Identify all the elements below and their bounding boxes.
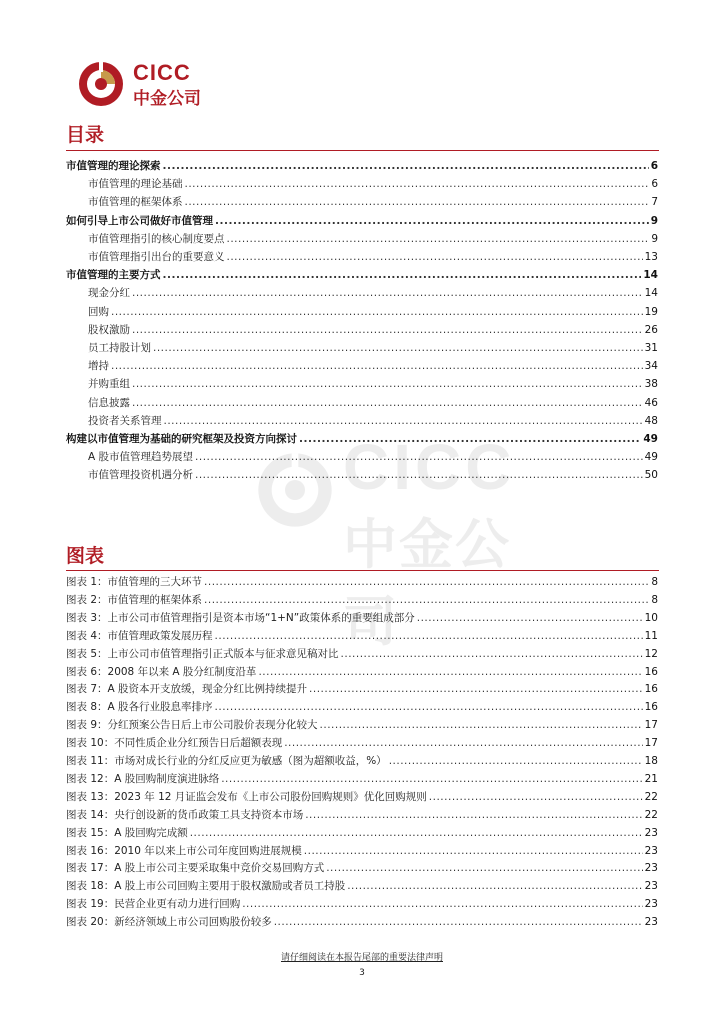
entry-label: 增持 <box>88 360 109 373</box>
toc-section-entry[interactable] <box>66 322 658 338</box>
figure-entry[interactable] <box>66 789 658 805</box>
figure-entry[interactable] <box>66 664 658 680</box>
entry-label: 市值管理的理论基础 <box>88 178 183 191</box>
entry-label: 投资者关系管理 <box>88 414 162 427</box>
entry-page-number: 23 <box>644 916 658 929</box>
figure-entry[interactable] <box>66 896 658 912</box>
cicc-logo-mark-icon <box>77 60 125 108</box>
entry-label: 市值管理的主要方式 <box>66 269 161 282</box>
figure-entry[interactable] <box>66 878 658 894</box>
watermark-text-en: CICC <box>343 431 516 503</box>
entry-label: 回购 <box>88 305 109 318</box>
dot-leader <box>163 267 642 283</box>
dot-leader <box>309 681 643 697</box>
entry-page-number: 9 <box>651 232 658 245</box>
entry-label: 员工持股计划 <box>88 342 151 354</box>
figure-entry[interactable] <box>66 699 658 715</box>
figure-entry[interactable] <box>66 825 658 841</box>
entry-page-number: 49 <box>644 451 658 464</box>
entry-label: 图表 12：A 股回购制度演进脉络 <box>66 772 220 785</box>
entry-label: 图表 6：2008 年以来 A 股分红制度沿革 <box>66 665 257 678</box>
entry-page-number: 11 <box>644 629 658 642</box>
dot-leader <box>111 358 643 374</box>
dot-leader <box>304 843 643 859</box>
toc-section-entry[interactable] <box>66 395 658 411</box>
entry-page-number: 18 <box>644 755 658 767</box>
entry-page-number: 23 <box>644 898 658 911</box>
toc-section-entry[interactable] <box>66 358 658 374</box>
entry-page-number: 16 <box>644 665 658 678</box>
dot-leader <box>258 664 642 680</box>
entry-page-number: 22 <box>644 790 658 803</box>
figures-title: 图表 <box>66 545 105 567</box>
dot-leader <box>164 413 643 429</box>
entry-label: 图表 7：A 股资本开支放缓，现金分红比例持续提升 <box>66 683 308 696</box>
figure-entry[interactable] <box>66 771 658 787</box>
dot-leader <box>204 592 649 608</box>
toc-section-entry[interactable] <box>66 413 658 429</box>
entry-page-number: 6 <box>650 160 658 172</box>
toc-title: 目录 <box>66 124 105 146</box>
entry-label: 构建以市值管理为基础的研究框架及投资方向探讨 <box>66 433 297 445</box>
entry-page-number: 31 <box>644 342 658 354</box>
page-number: 3 <box>359 968 365 978</box>
dot-leader <box>242 896 642 912</box>
entry-label: 图表 1：市值管理的三大环节 <box>66 576 203 588</box>
entry-page-number: 23 <box>644 880 658 893</box>
figures-title-rule <box>66 570 659 571</box>
entry-label: 图表 11：市场对成长行业的分红反应更为敏感（图为超额收益，%） <box>66 755 387 767</box>
entry-page-number: 6 <box>651 178 658 191</box>
entry-page-number: 17 <box>644 737 658 750</box>
dot-leader <box>389 753 643 769</box>
dot-leader <box>347 878 642 894</box>
toc-chapter-entry[interactable] <box>66 213 658 229</box>
entry-page-number: 8 <box>651 593 658 606</box>
entry-page-number: 10 <box>644 611 658 624</box>
toc-section-entry[interactable] <box>66 285 658 301</box>
dot-leader <box>163 158 649 174</box>
toc-section-entry[interactable] <box>66 467 658 483</box>
figure-entry[interactable] <box>66 914 658 930</box>
entry-page-number: 12 <box>644 647 658 660</box>
toc-section-entry[interactable] <box>66 449 658 465</box>
dot-leader <box>320 717 643 733</box>
logo-text-cn: 中金公司 <box>133 89 201 109</box>
entry-label: 市值管理投资机遇分析 <box>88 469 193 482</box>
entry-label: 图表 9：分红预案公告日后上市公司股价表现分化较大 <box>66 719 318 732</box>
dot-leader <box>132 395 643 411</box>
entry-label: 图表 8：A 股各行业股息率排序 <box>66 701 213 714</box>
dot-leader <box>221 771 642 787</box>
figure-entry[interactable] <box>66 681 658 697</box>
dot-leader <box>111 304 643 320</box>
figure-entry[interactable] <box>66 628 658 644</box>
dot-leader <box>215 699 643 715</box>
entry-label: 图表 5：上市公司市值管理指引正式版本与征求意见稿对比 <box>66 647 339 660</box>
entry-page-number: 9 <box>650 214 658 227</box>
entry-label: 图表 20：新经济领域上市公司回购股份较多 <box>66 916 272 929</box>
entry-page-number: 22 <box>644 808 658 821</box>
dot-leader <box>185 194 650 210</box>
entry-label: A 股市值管理趋势展望 <box>88 451 194 464</box>
toc-chapter-entry[interactable] <box>66 431 658 447</box>
logo-text-en: CICC <box>133 60 191 85</box>
entry-label: 图表 15：A 股回购完成额 <box>66 826 188 839</box>
toc-section-entry[interactable] <box>66 194 658 210</box>
entry-page-number: 16 <box>644 683 658 696</box>
entry-label: 市值管理的框架体系 <box>88 196 183 209</box>
entry-page-number: 21 <box>644 772 658 785</box>
entry-label: 现金分红 <box>88 287 130 300</box>
entry-label: 市值管理的理论探索 <box>66 160 161 172</box>
entry-label: 图表 3：上市公司市值管理指引是资本市场“1+N”政策体系的重要组成部分 <box>66 611 415 624</box>
entry-label: 信息披露 <box>88 396 130 409</box>
toc-chapter-entry[interactable] <box>66 267 658 283</box>
entry-page-number: 23 <box>644 862 658 875</box>
entry-page-number: 46 <box>644 396 658 409</box>
dot-leader <box>227 249 643 265</box>
entry-label: 市值管理指引的核心制度要点 <box>88 232 225 245</box>
entry-page-number: 48 <box>644 414 658 427</box>
entry-page-number: 8 <box>651 576 658 588</box>
dot-leader <box>190 825 643 841</box>
dot-leader <box>204 574 649 590</box>
entry-page-number: 16 <box>644 701 658 714</box>
dot-leader <box>417 610 643 626</box>
dot-leader <box>274 914 643 930</box>
dot-leader <box>185 176 650 192</box>
entry-label: 图表 14：央行创设新的货币政策工具支持资本市场 <box>66 808 304 821</box>
dot-leader <box>429 789 643 805</box>
entry-page-number: 26 <box>644 323 658 336</box>
dot-leader <box>215 628 643 644</box>
dot-leader <box>305 807 642 823</box>
dot-leader <box>227 231 650 247</box>
entry-page-number: 7 <box>651 196 658 209</box>
entry-page-number: 14 <box>644 287 658 300</box>
figure-entry[interactable] <box>66 843 658 859</box>
figure-entry[interactable] <box>66 574 658 590</box>
entry-page-number: 50 <box>644 469 658 482</box>
dot-leader <box>215 213 649 229</box>
entry-label: 图表 13：2023 年 12 月证监会发布《上市公司股份回购规则》优化回购规则 <box>66 790 427 803</box>
toc-section-entry[interactable] <box>66 249 658 265</box>
entry-page-number: 17 <box>644 719 658 732</box>
toc-section-entry[interactable] <box>66 304 658 320</box>
footer-disclaimer[interactable] <box>0 950 724 963</box>
entry-page-number: 38 <box>644 378 658 391</box>
entry-page-number: 14 <box>643 269 658 282</box>
toc-section-entry[interactable] <box>66 340 658 356</box>
entry-page-number: 34 <box>644 360 658 373</box>
figure-entry[interactable] <box>66 646 658 662</box>
dot-leader <box>132 322 643 338</box>
entry-label: 图表 4：市值管理政策发展历程 <box>66 629 213 642</box>
entry-label: 并购重组 <box>88 378 130 391</box>
entry-label: 图表 2：市值管理的框架体系 <box>66 593 203 606</box>
watermark-text-cn: 中金公司 <box>343 513 511 653</box>
dot-leader <box>132 376 643 392</box>
figure-entry[interactable] <box>66 860 658 876</box>
entry-page-number: 49 <box>643 433 658 445</box>
entry-label: 市值管理指引出台的重要意义 <box>88 251 225 263</box>
entry-page-number: 23 <box>644 844 658 857</box>
figure-entry[interactable] <box>66 592 658 608</box>
dot-leader <box>326 860 642 876</box>
dot-leader <box>132 285 643 301</box>
dot-leader <box>195 467 643 483</box>
figure-entry[interactable] <box>66 753 658 769</box>
toc-section-entry[interactable] <box>66 176 658 192</box>
entry-label: 图表 19：民营企业更有动力进行回购 <box>66 898 241 911</box>
entry-label: 如何引导上市公司做好市值管理 <box>66 214 213 227</box>
legal-disclaimer-link[interactable]: 请仔细阅读在本报告尾部的重要法律声明 <box>280 953 443 963</box>
entry-page-number: 23 <box>644 826 658 839</box>
entry-label: 图表 18：A 股上市公司回购主要用于股权激励或者员工持股 <box>66 880 346 893</box>
toc-title-rule <box>66 150 659 151</box>
cicc-logo <box>77 60 217 110</box>
dot-leader <box>284 735 642 751</box>
toc-chapter-entry[interactable] <box>66 158 658 174</box>
figure-entry[interactable] <box>66 735 658 751</box>
entry-page-number: 13 <box>644 251 658 263</box>
entry-page-number: 19 <box>644 305 658 318</box>
toc-section-entry[interactable] <box>66 231 658 247</box>
dot-leader <box>195 449 643 465</box>
dot-leader <box>299 431 641 447</box>
entry-label: 图表 10：不同性质企业分红预告日后超额表现 <box>66 737 283 750</box>
figure-entry[interactable] <box>66 717 658 733</box>
entry-label: 图表 16：2010 年以来上市公司年度回购进展规模 <box>66 844 302 857</box>
entry-label: 图表 17：A 股上市公司主要采取集中竞价交易回购方式 <box>66 862 325 875</box>
toc-section-entry[interactable] <box>66 376 658 392</box>
figure-entry[interactable] <box>66 807 658 823</box>
dot-leader <box>341 646 643 662</box>
entry-label: 股权激励 <box>88 323 130 336</box>
figure-entry[interactable] <box>66 610 658 626</box>
dot-leader <box>153 340 643 356</box>
